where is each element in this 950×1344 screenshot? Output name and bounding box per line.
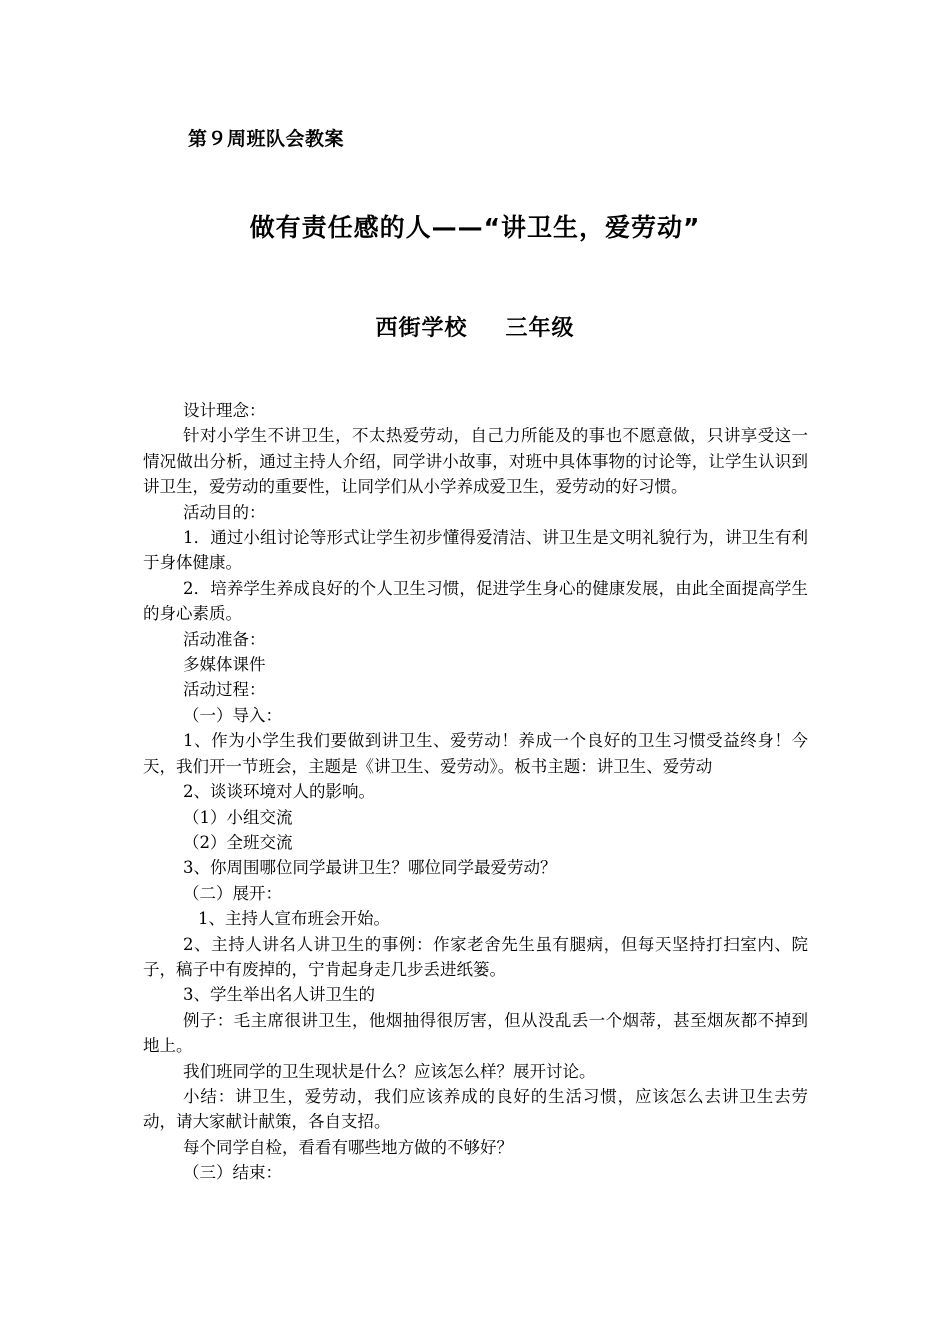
paragraph: 活动目的： xyxy=(183,502,266,522)
paragraph: 设计理念： xyxy=(183,401,266,420)
paragraph: 1、主持人宣布班会开始。 xyxy=(198,909,390,929)
paragraph: 活动过程： xyxy=(183,680,266,700)
paragraph: 针对小学生不讲卫生，不太热爱劳动，自己力所能及的事也不愿意做，只讲享受这一情况做出分析，通过主持人介绍，同学讲小故事，对班中具体事物的讨论等，让学生认识到讲卫生，爱劳动的重要性，让同学们从小学养成爱卫生，爱劳动的好习惯。 xyxy=(143,426,808,497)
paragraph: 2．培养学生养成良好的个人卫生习惯，促进学生身心的健康发展，由此全面提高学生的身心素质。 xyxy=(143,578,808,624)
paragraph: （2）全班交流 xyxy=(183,832,293,852)
paragraph: 每个同学自检，看看有哪些地方做的不够好？ xyxy=(183,1137,513,1157)
paragraph: （三）结束： xyxy=(183,1163,282,1183)
paragraph: 我们班同学的卫生现状是什么？应该怎么样？展开讨论。 xyxy=(183,1061,596,1081)
document-title: 做有责任感的人——“讲卫生，爱劳动” xyxy=(249,213,701,242)
paragraph: 多媒体课件 xyxy=(183,655,266,675)
paragraph: （1）小组交流 xyxy=(183,807,293,827)
paragraph: 3、学生举出名人讲卫生的 xyxy=(183,985,375,1005)
paragraph: 活动准备： xyxy=(183,629,266,649)
document-body xyxy=(143,398,808,1186)
paragraph: 2、谈谈环境对人的影响。 xyxy=(183,782,375,802)
paragraph: 1．通过小组讨论等形式让学生初步懂得爱清洁、讲卫生是文明礼貌行为，讲卫生有利于身体健康。 xyxy=(143,528,808,573)
header-label: 第９周班队会教案 xyxy=(188,128,345,150)
paragraph: 例子：毛主席很讲卫生，他烟抽得很厉害，但从没乱丢一个烟蒂，甚至烟灰都不掉到地上。 xyxy=(143,1010,808,1056)
paragraph: （二）展开： xyxy=(183,883,282,903)
paragraph: （一）导入： xyxy=(183,705,282,725)
grade-label: 三年级 xyxy=(505,316,575,341)
school-line xyxy=(0,311,950,342)
school-name: 西街学校 xyxy=(375,316,468,341)
paragraph: 3、你周围哪位同学最讲卫生？哪位同学最爱劳动？ xyxy=(183,858,557,878)
paragraph: 小结：讲卫生，爱劳动，我们应该养成的良好的生活习惯，应该怎么去讲卫生去劳动，请大家献计献策，各自支招。 xyxy=(143,1086,808,1132)
paragraph: 2、主持人讲名人讲卫生的事例：作家老舍先生虽有腿病，但每天坚持打扫室内、院子，稿子中有废掉的，宁肯起身走几步丢进纸篓。 xyxy=(143,934,808,979)
paragraph: 1、作为小学生我们要做到讲卫生、爱劳动！养成一个良好的卫生习惯受益终身！今天，我们开一节班会，主题是《讲卫生、爱劳动》。板书主题：讲卫生、爱劳动 xyxy=(143,731,808,776)
